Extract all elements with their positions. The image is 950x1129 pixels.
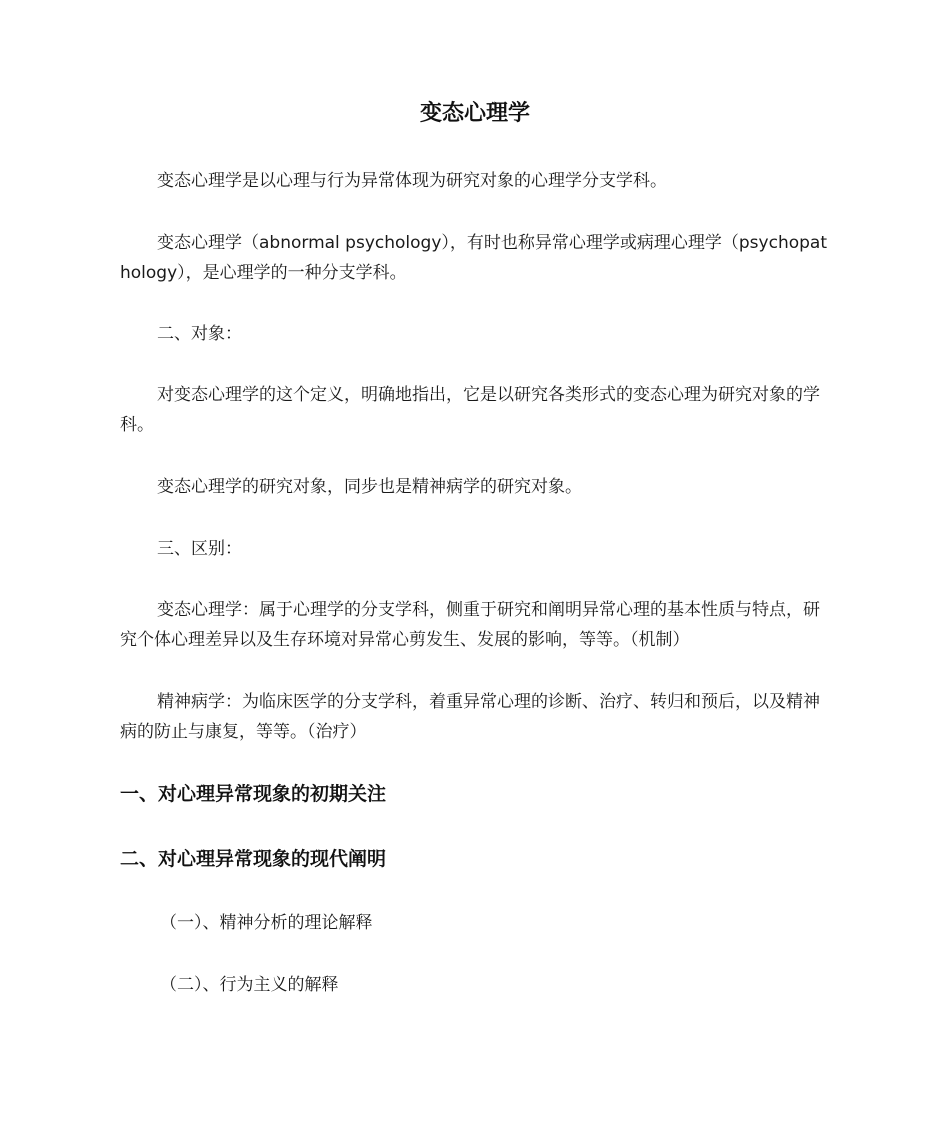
paragraph-section-object: 二、对象：	[157, 324, 242, 344]
subheading-psychoanalysis: （一）、精神分析的理论解释	[160, 913, 373, 933]
paragraph-definition: 变态心理学是以心理与行为异常体现为研究对象的心理学分支学科。	[157, 171, 667, 191]
paragraph-section-difference: 三、区别：	[157, 539, 242, 559]
paragraph-abnormal-psychology-difference: 变态心理学：属于心理学的分支学科，侧重于研究和阐明异常心理的基本性质与特点，研究个体心理差异以及生存环境对异常心剪发生、发展的影响，等等。（机制）	[120, 600, 820, 650]
paragraph-research-object: 变态心理学的研究对象，同步也是精神病学的研究对象。	[157, 477, 582, 497]
paragraph-object-definition: 对变态心理学的这个定义，明确地指出，它是以研究各类形式的变态心理为研究对象的学科。	[120, 385, 820, 435]
document-title: 变态心理学	[419, 101, 530, 126]
subheading-behaviorism: （二）、行为主义的解释	[160, 975, 339, 995]
paragraph-abnormal-psychology: 变态心理学（abnormal psychology），有时也称异常心理学或病理心理学（psychopathology），是心理学的一种分支学科。	[120, 233, 827, 283]
heading-modern-explanation: 二、对心理异常现象的现代阐明	[120, 848, 387, 870]
paragraph-psychiatry-difference: 精神病学：为临床医学的分支学科，着重异常心理的诊断、治疗、转归和预后，以及精神病的防止与康复，等等。（治疗）	[120, 692, 820, 742]
heading-early-attention: 一、对心理异常现象的初期关注	[120, 783, 387, 805]
